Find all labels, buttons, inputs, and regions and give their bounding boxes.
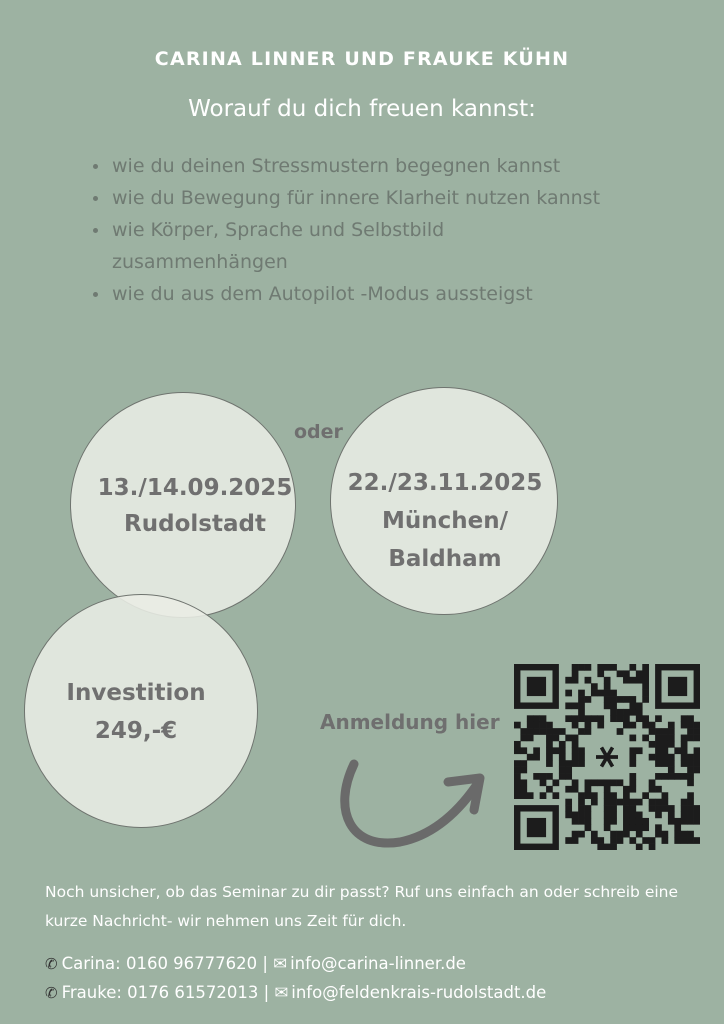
footer-message: Noch unsicher, ob das Seminar zu dir passt? Ruf uns einfach an oder schreib eine kurze Nachricht- wir nehmen uns Zeit für dich. (45, 883, 679, 930)
contact-separator: | (263, 983, 270, 1002)
event-2-place-line1: München/ (381, 508, 509, 534)
section-headline: Worauf du dich freuen kannst: (188, 96, 536, 122)
contact-email[interactable]: info@carina-linner.de (290, 954, 466, 973)
contact-phone: Frauke: 0176 61572013 (61, 983, 259, 1002)
phone-icon: ✆ (45, 984, 58, 1002)
phone-icon: ✆ (45, 955, 58, 973)
price-label: Investition (66, 680, 206, 706)
qr-code[interactable] (514, 664, 700, 850)
benefit-list (88, 150, 710, 310)
price-info (36, 674, 236, 750)
list-item: • wie du deinen Stressmustern begegnen kannst (110, 150, 710, 182)
event-2-info (340, 464, 550, 578)
organizers-title: CARINA LINNER UND FRAUKE KÜHN (154, 48, 570, 70)
contact-email[interactable]: info@feldenkrais-rudolstadt.de (291, 983, 547, 1002)
event-1-date: 13./14.09.2025 (97, 475, 293, 501)
contact-carina (45, 954, 466, 973)
list-item: • wie du Bewegung für innere Klarheit nutzen kannst (110, 182, 710, 214)
contact-frauke (45, 983, 546, 1002)
event-2-place-line2: Baldham (388, 546, 502, 572)
event-2-date: 22./23.11.2025 (347, 470, 543, 496)
contact-separator: | (262, 954, 268, 973)
event-1-place: Rudolstadt (124, 511, 266, 537)
mail-icon: ✉ (274, 983, 289, 1002)
separator-text: oder (294, 421, 343, 443)
event-1-info (90, 470, 300, 542)
price-amount: 249,-€ (94, 718, 178, 744)
list-item: • wie du aus dem Autopilot -Modus aussteigst (110, 278, 710, 310)
curved-arrow-icon (330, 750, 500, 860)
mail-icon: ✉ (273, 954, 288, 973)
list-item: • wie Körper, Sprache und Selbstbild zusammenhängen (110, 214, 512, 278)
registration-label: Anmeldung hier (320, 710, 500, 734)
contact-phone: Carina: 0160 96777620 (61, 954, 258, 973)
